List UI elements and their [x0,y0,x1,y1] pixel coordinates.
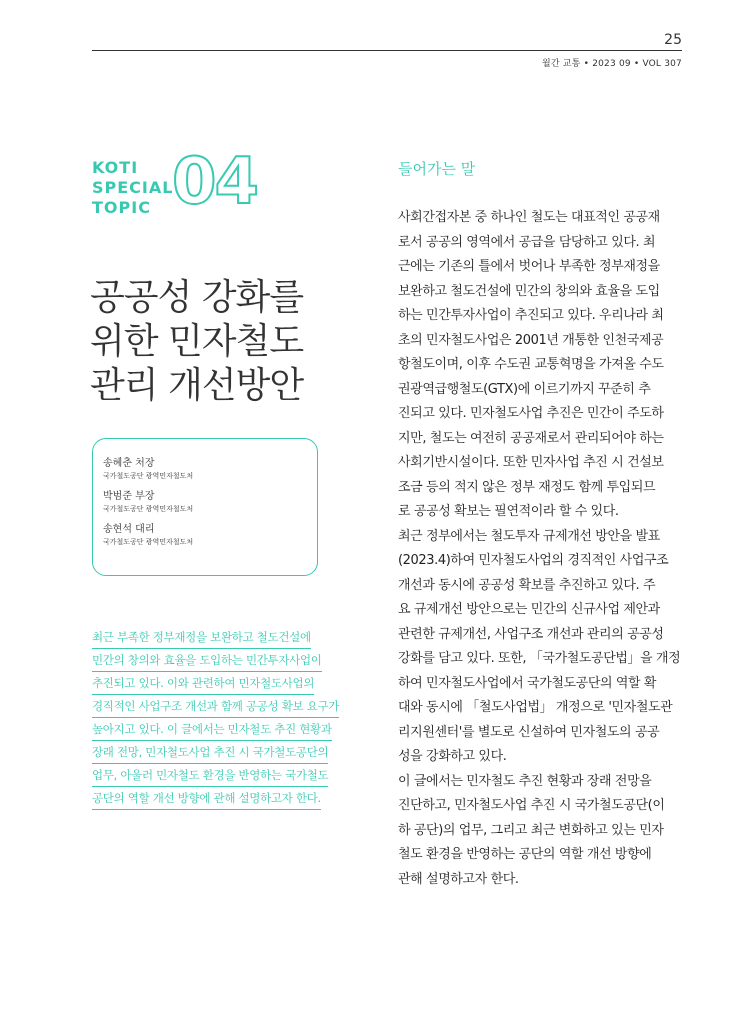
body-line: 성을 강화하고 있다. [398,749,507,764]
body-line: 최근 정부에서는 철도투자 규제개선 방안을 발표 [398,528,660,544]
body-line: 철도 환경을 반영하는 공단의 역할 개선 방향에 [398,847,652,862]
body-line: 관련한 규제개선, 사업구조 개선과 관리의 공공성 [398,626,664,642]
summary-line: 장래 전망, 민자철도사업 추진 시 국가철도공단의 [92,742,328,764]
brand-line: KOTI [92,158,139,177]
title-line: 관리 개선방안 [90,365,304,406]
summary [92,626,364,810]
body-line: 권광역급행철도(GTX)에 이르기까지 꾸준히 추 [398,381,651,397]
author [103,457,317,482]
section-heading: 들어가는 말 [398,160,476,178]
body-line: 요 규제개선 방안으로는 민간의 신규사업 제안과 [398,602,660,617]
body-line: 진되고 있다. 민자철도사업 추진은 민간이 주도하 [398,406,664,421]
running-header: 월간 교통 • 2023 09 • VOL 307 [541,59,682,69]
body-line: 로 공공성 확보는 필연적이라 할 수 있다. [398,504,619,519]
body-line: 항철도이며, 이후 수도권 교통혁명을 가져올 수도 [398,357,664,372]
body-line: 개선과 동시에 공공성 확보를 추진하고 있다. 주 [398,577,656,593]
brand-label [92,158,173,218]
author-name: 박범준 부장 [103,491,155,502]
author-name: 송현석 대리 [103,524,155,535]
brand-line: TOPIC [92,198,151,217]
summary-line: 공단의 역할 개선 방향에 관해 설명하고자 한다. [92,788,321,810]
topic-number: 04 [172,145,258,219]
body-line: 근에는 기존의 틀에서 벗어나 부족한 정부재정을 [398,259,660,274]
body-line: 조금 등의 적지 않은 정부 재정도 함께 투입되므 [398,479,656,495]
body-line: 초의 민자철도사업은 2001년 개통한 인천국제공 [398,332,664,348]
body-line: 리지원센터'를 별도로 신설하여 민자철도의 공공 [398,724,660,740]
title-line: 위한 민자철도 [90,321,304,362]
body-line: 사회간접자본 중 하나인 철도는 대표적인 공공재 [398,210,660,225]
summary-line: 업무, 아울러 민자철도 환경을 반영하는 국가철도 [92,765,328,787]
summary-line: 최근 부족한 정부재정을 보완하고 철도건설에 [92,627,311,649]
article-body [398,206,684,892]
body-line: 이 글에서는 민자철도 추진 현황과 장래 전망을 [398,773,652,789]
author-name: 송혜춘 처장 [103,458,155,469]
body-line: 지만, 철도는 여전히 공공재로서 관리되어야 하는 [398,430,664,446]
body-line: 보완하고 철도건설에 민간의 창의와 효율을 도입 [398,283,660,299]
author [103,523,317,548]
author-org: 국가철도공단 광역민자철도처 [103,472,194,480]
author [103,490,317,515]
body-line: 하여 민자철도사업에서 국가철도공단의 역할 확 [398,675,657,691]
body-line: 관해 설명하고자 한다. [398,871,519,887]
body-line: 하 공단)의 업무, 그리고 최근 변화하고 있는 민자 [398,822,664,838]
author-org: 국가철도공단 광역민자철도처 [103,505,194,513]
brand-line: SPECIAL [92,178,174,197]
body-line: 진단하고, 민자철도사업 추진 시 국가철도공단(이 [398,798,665,813]
title-line: 공공성 강화를 [90,277,304,318]
body-line: 하는 민간투자사업이 추진되고 있다. 우리나라 최 [398,308,664,323]
summary-line: 민간의 창의와 효율을 도입하는 민간투자사업이 [92,650,322,672]
body-line: 강화를 담고 있다. 또한, 「국가철도공단법」을 개정 [398,651,681,666]
authors-box [92,438,318,576]
body-line: 로서 공공의 영역에서 공급을 담당하고 있다. 최 [398,234,656,250]
article-title [90,276,380,408]
page-number: 25 [664,32,682,48]
summary-line: 추진되고 있다. 이와 관련하여 민자철도사업의 [92,673,314,695]
header-rule [92,50,682,51]
summary-line: 높아지고 있다. 이 글에서는 민자철도 추진 현황과 [92,719,332,741]
body-line: 사회기반시설이다. 또한 민자사업 추진 시 건설보 [398,455,664,470]
author-org: 국가철도공단 광역민자철도처 [103,538,194,546]
body-line: (2023.4)하여 민자철도사업의 경직적인 사업구조 [398,553,669,568]
summary-line: 경직적인 사업구조 개선과 함께 공공성 확보 요구가 [92,696,339,718]
body-line: 대와 동시에 「철도사업법」 개정으로 '민자철도관 [398,700,673,715]
